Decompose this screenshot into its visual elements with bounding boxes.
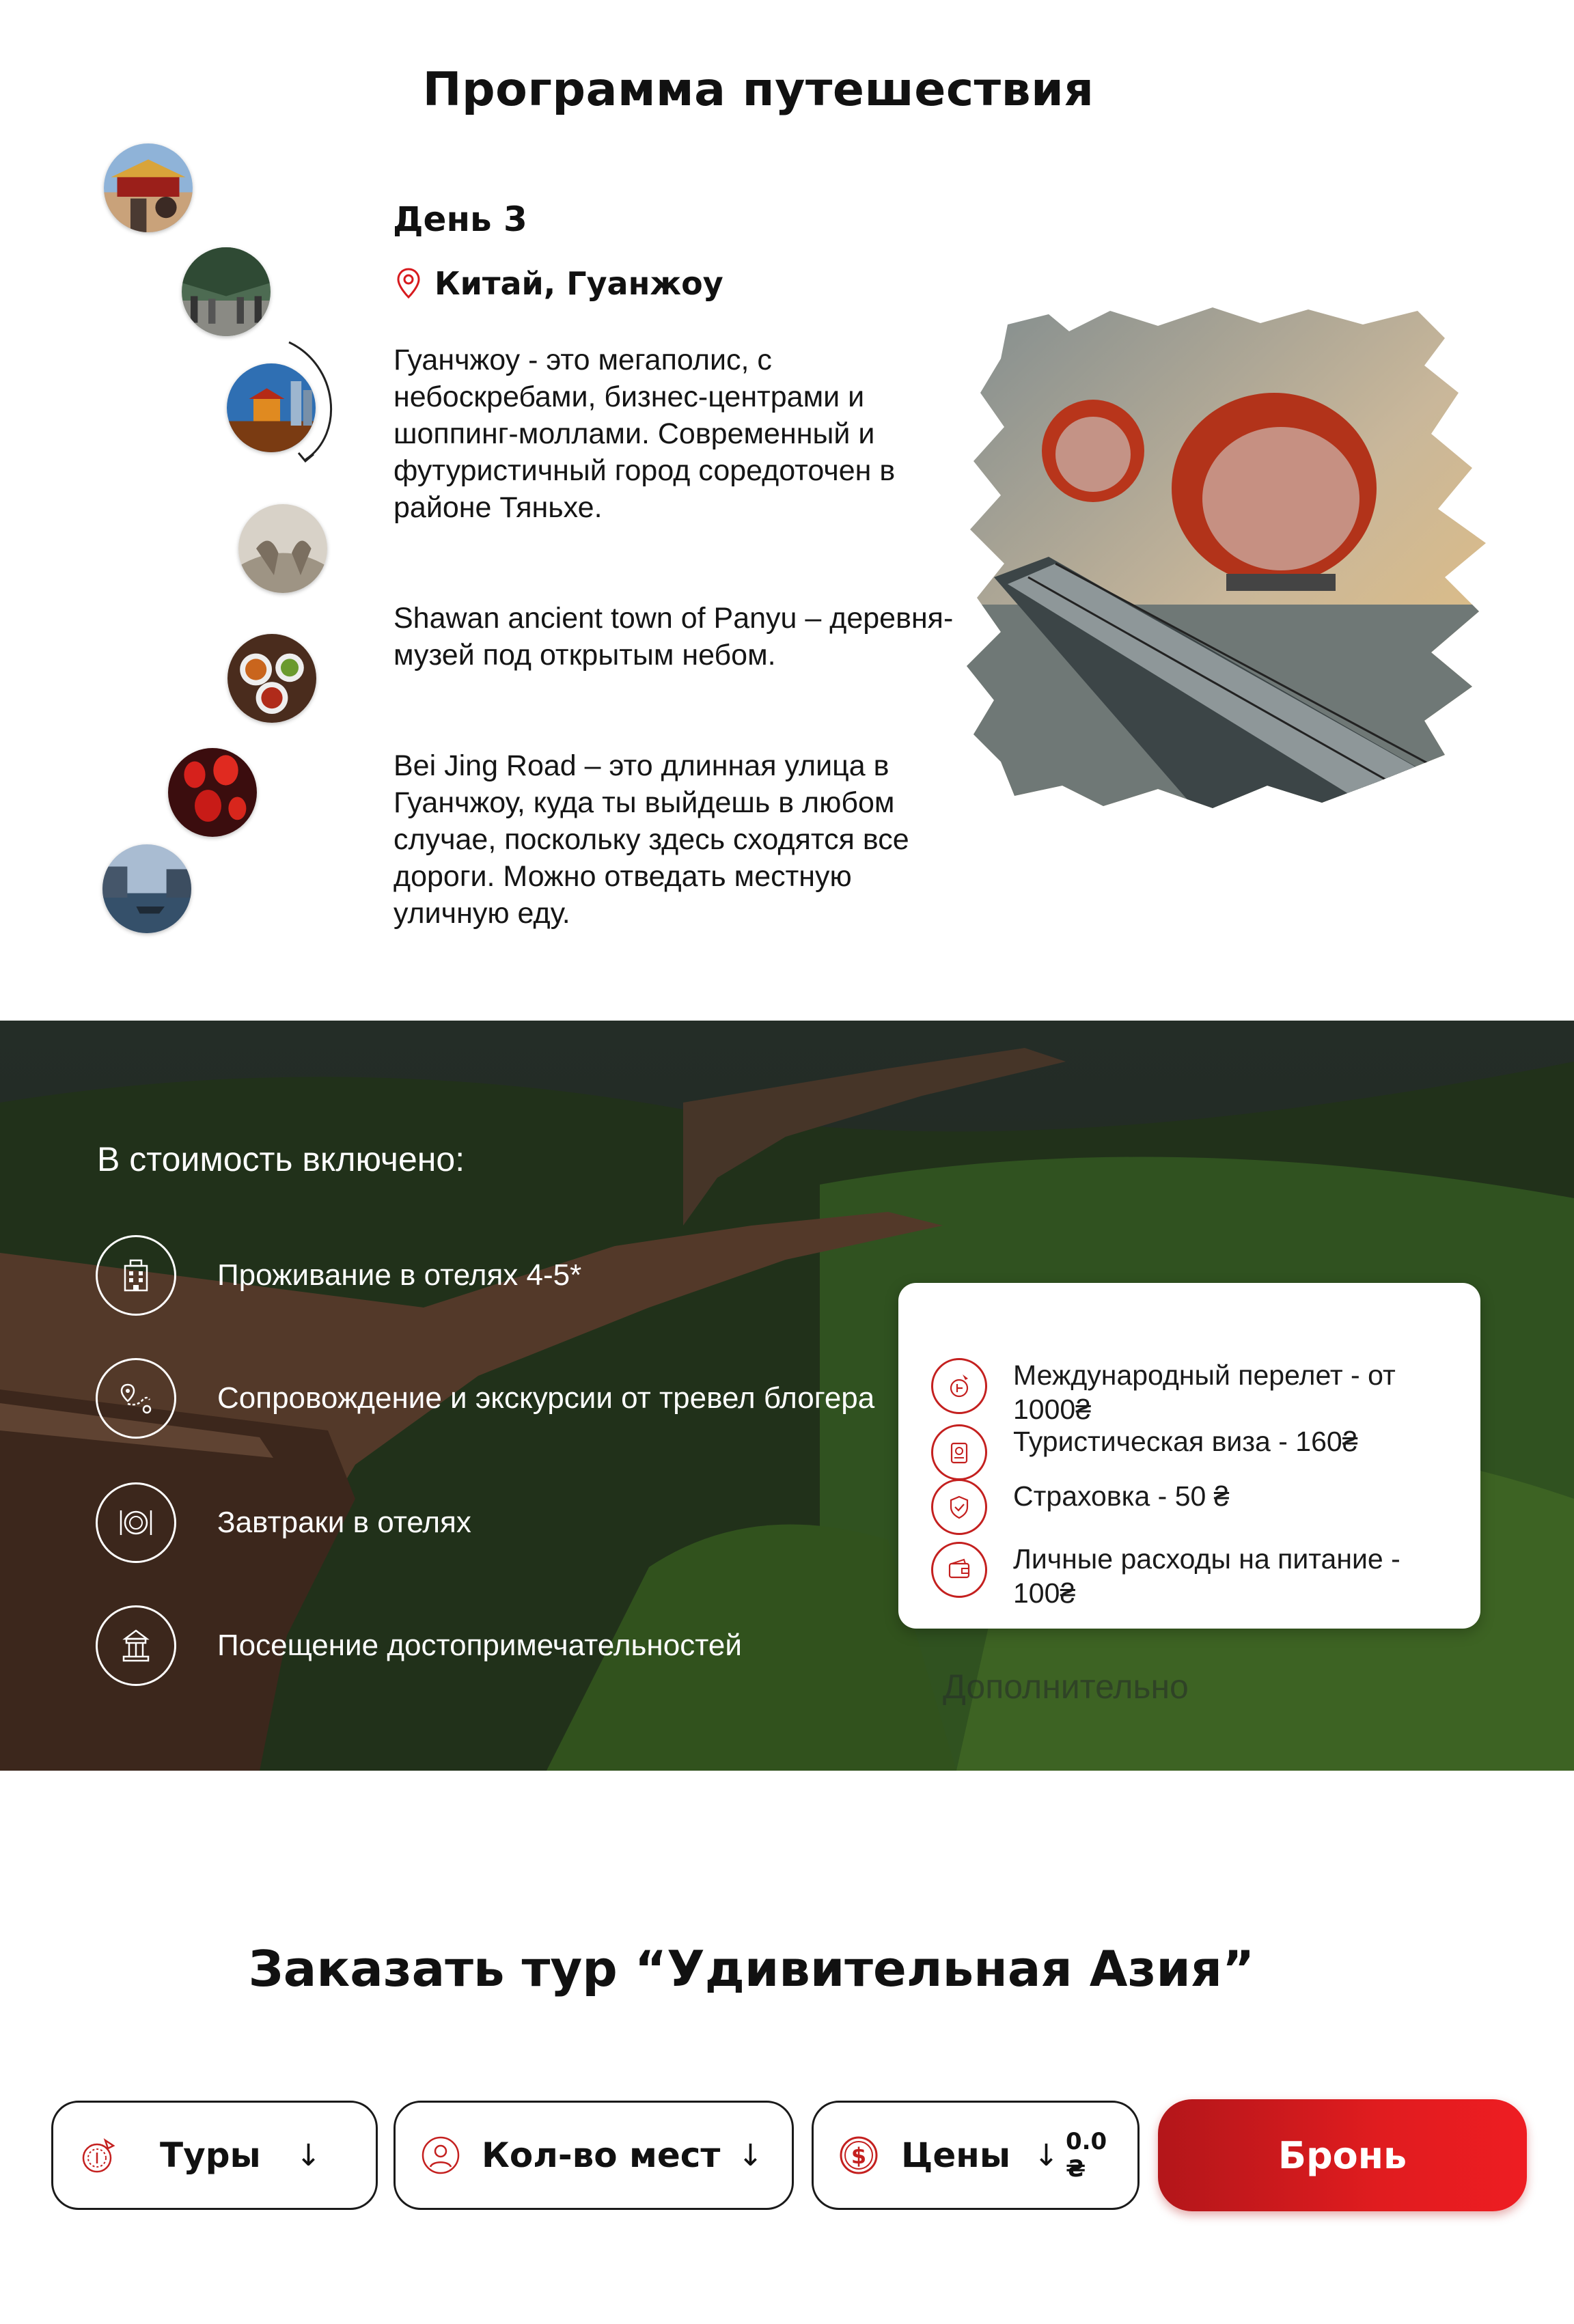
tours-select[interactable] — [51, 2101, 378, 2210]
svg-text:$: $ — [851, 2143, 867, 2169]
thumb-lanterns[interactable] — [168, 748, 257, 837]
arrow-down-icon: ↓ — [738, 2138, 763, 2173]
seats-select[interactable] — [394, 2101, 794, 2210]
prices-select[interactable] — [812, 2101, 1140, 2210]
day-description-1: Гуанчжоу - это мегаполис, с небоскребами, бизнес-центрами и шоппинг-моллами. Современный и футуристичный город соредоточен в районе Тяньхе. — [394, 344, 896, 524]
included-title: В стоимость включено: — [97, 1140, 465, 1178]
extra-item-label: Туристическая виза - 160₴ — [1013, 1426, 1358, 1457]
extras-caption: Дополнительно — [943, 1668, 1189, 1706]
extra-item — [931, 1542, 1464, 1610]
included-item — [96, 1605, 900, 1686]
extra-item-label: Международный перелет - от 1000₴ — [1013, 1359, 1396, 1425]
route-icon — [117, 1379, 155, 1417]
day-description-3: Bei Jing Road – это длинная улица в Гуанчжоу, куда ты выйдешь в любом случае, поскольку здесь сходятся все дороги. Можно отведать местную уличную еду. — [394, 749, 909, 930]
prices-label: Цены — [901, 2135, 1011, 2175]
flight-icon — [945, 1372, 974, 1400]
order-title: Заказать тур “Удивительная Азия” — [248, 1940, 1255, 1997]
dollar-icon — [838, 2135, 879, 2176]
included-item-label: Сопровождение и экскурсии от тревел блогера — [217, 1381, 875, 1415]
included-item-label: Проживание в отелях 4-5* — [217, 1258, 582, 1292]
location-pin-icon — [395, 267, 422, 300]
landmark-icon — [117, 1627, 155, 1665]
location-text: Китай, Гуанжоу — [434, 265, 723, 302]
thumb-forbidden-city[interactable] — [104, 143, 193, 232]
included-item — [96, 1235, 900, 1316]
location-row — [395, 265, 723, 302]
page-title: Программа путешествия — [422, 63, 1094, 117]
thumb-food[interactable] — [227, 634, 316, 723]
thumb-street-market[interactable] — [182, 247, 271, 336]
day-description-2: Shawan ancient town of Panyu – деревня-музей под открытым небом. — [394, 602, 954, 672]
wallet-icon — [945, 1555, 974, 1584]
day-label: День 3 — [393, 199, 527, 239]
hotel-icon — [117, 1256, 155, 1295]
thumb-hands-bridge[interactable] — [238, 504, 327, 593]
included-item — [96, 1358, 900, 1439]
thumb-water-town[interactable] — [102, 844, 191, 933]
extras-card — [898, 1283, 1480, 1629]
user-icon — [420, 2135, 461, 2176]
extra-item-label: Страховка - 50 ₴ — [1013, 1480, 1230, 1512]
gondola-photo — [953, 283, 1500, 813]
tour-compass-icon — [78, 2135, 119, 2176]
insurance-icon — [945, 1493, 974, 1521]
seats-label: Кол-во мест — [482, 2135, 721, 2175]
price-value: 0.0 ₴ — [1065, 2128, 1107, 2183]
included-item — [96, 1482, 900, 1563]
tours-label: Туры — [160, 2135, 261, 2175]
visa-icon — [945, 1438, 974, 1467]
arrow-down-icon: ↓ — [296, 2138, 321, 2173]
extra-item — [931, 1479, 1464, 1535]
breakfast-icon — [117, 1504, 155, 1542]
included-item-label: Посещение достопримечательностей — [217, 1629, 742, 1662]
arrow-down-icon: ↓ — [1034, 2138, 1059, 2173]
extra-item-label: Личные расходы на питание - 100₴ — [1013, 1543, 1400, 1609]
extra-item — [931, 1424, 1464, 1480]
included-item-label: Завтраки в отелях — [217, 1506, 471, 1539]
extra-item — [931, 1358, 1464, 1426]
book-button[interactable]: Бронь — [1158, 2099, 1527, 2211]
curve-arrow-icon — [284, 338, 345, 468]
